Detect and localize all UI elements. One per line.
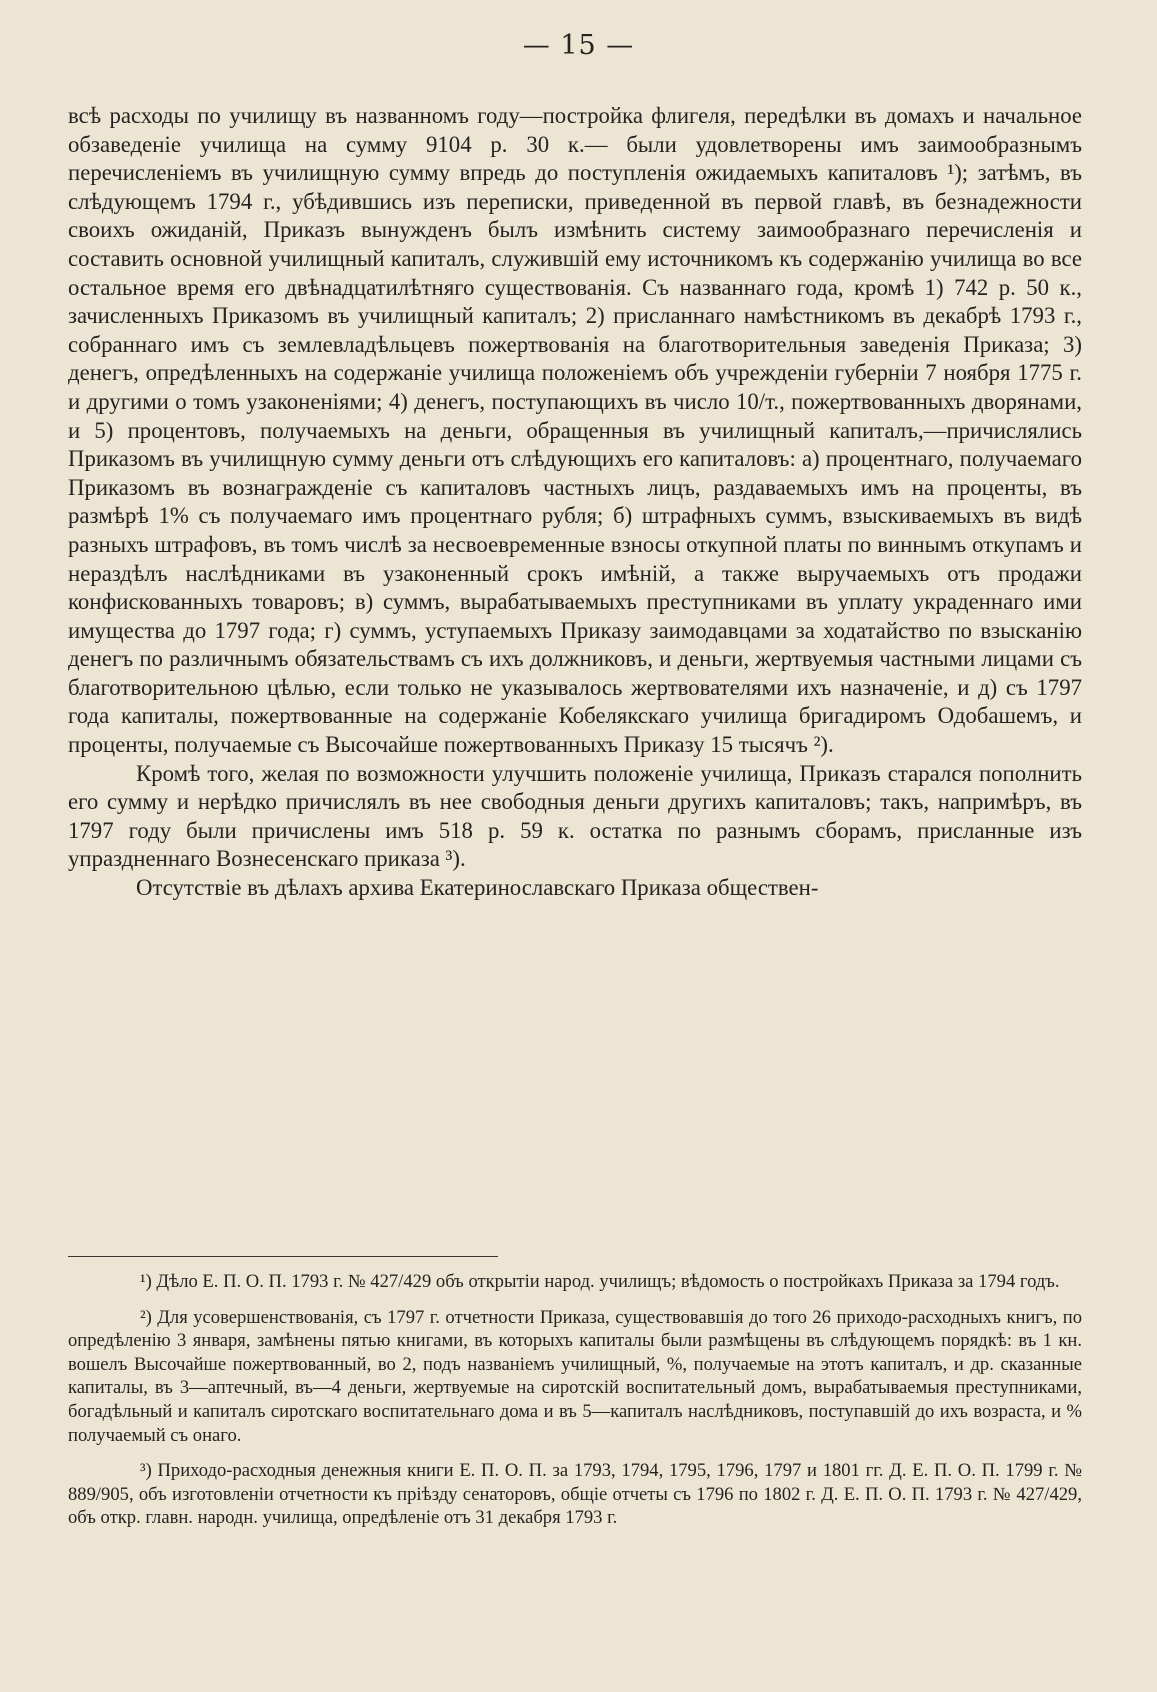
- main-text: [68, 102, 1082, 903]
- paragraph-2: Кромѣ того, желая по возможности улучшить положеніе училища, Приказъ старался пополнить его сумму и нерѣдко причислялъ въ нее свободныя деньги другихъ капиталовъ; такъ, напримѣръ, въ 1797 году были причислены имъ 518 р. 59 к. остатка по разнымъ сборамъ, присланные изъ упраздненнаго Вознесенскаго приказа ³).: [68, 760, 1082, 872]
- page-number: — 15 —: [522, 30, 635, 61]
- footnote-2: ²) Для усовершенствованія, съ 1797 г. отчетности Приказа, существовавшія до того 26 приходо-расходныхъ книгъ, по опредѣленію 3 января, замѣнены пятью книгами, въ которыхъ капиталы были размѣщены въ слѣдующемъ порядкѣ: въ 1 кн. вошелъ Высочайше пожертвованный, во 2, подъ названіемъ училищный, %, получаемые на этотъ капиталъ, и др. сказанные капиталы, въ 3—аптечный, въ—4 деньги, жертвуемые на сиротскій воспитательный домъ, вырабатываемыя преступниками, богадѣльный и капиталъ сиротскаго воспитательнаго дома и въ 5—капиталъ наслѣдниковъ, поступавшій до ихъ возраста, и % получаемый съ онаго.: [68, 1306, 1082, 1446]
- paragraph-3: Отсутствіе въ дѣлахъ архива Екатеринославскаго Приказа обществен-: [136, 875, 819, 901]
- paragraph-1: всѣ расходы по училищу въ названномъ году—постройка флигеля, передѣлки въ домахъ и начальное обзаведеніе училища на сумму 9104 р. 30 к.— были удовлетворены имъ заимообразнымъ перечисленіемъ въ училищную сумму впредь до поступленія ожидаемыхъ капиталовъ ¹); затѣмъ, въ слѣдующемъ 1794 г., убѣдившись изъ переписки, приведенной въ первой главѣ, въ безнадежности своихъ ожиданій, Приказъ вынужденъ былъ измѣнить систему заимообразнаго перечисленія и составить основной училищный капиталъ, служившій ему источникомъ къ содержанію училища во все остальное время его двѣнадцатилѣтняго существованія. Съ названнаго года, кромѣ 1) 742 р. 50 к., зачисленныхъ Приказомъ въ училищный капиталъ; 2) присланнаго намѣстникомъ въ декабрѣ 1793 г., собраннаго имъ съ землевладѣльцевъ пожертвованія на благотворительныя заведенія Приказа; 3) денегъ, опредѣленныхъ на содержаніе училища положеніемъ объ учрежденіи губерніи 7 ноября 1775 г. и другими о томъ узаконеніями; 4) денегъ, поступающихъ въ число 10/т., пожертвованныхъ дворянами, и 5) процентовъ, получаемыхъ на деньги, обращенныя въ училищный капиталъ,—причислялись Приказомъ въ училищную сумму деньги отъ слѣдующихъ его капиталовъ: а) процентнаго, получаемаго Приказомъ въ вознагражденіе съ капиталовъ частныхъ лицъ, раздаваемыхъ имъ на проценты, въ размѣрѣ 1% съ получаемаго имъ процентнаго рубля; б) штрафныхъ суммъ, взыскиваемыхъ въ видѣ разныхъ штрафовъ, въ томъ числѣ за несвоевременные взносы откупной платы по виннымъ откупамъ и нераздѣлъ наслѣдниками въ узаконенный срокъ имѣній, а также выручаемыхъ отъ продажи конфискованныхъ товаровъ; в) суммъ, вырабатываемыхъ преступниками въ уплату украденнаго ими имущества до 1797 года; г) суммъ, уступаемыхъ Приказу заимодавцами за ходатайство по взысканію денегъ по различнымъ обязательствамъ съ ихъ должниковъ, и деньги, жертвуемыя частными лицами съ благотворительною цѣлью, если только не указывалось жертвователями ихъ назначеніе, и д) съ 1797 года капиталы, пожертвованные на содержаніе Кобелякскаго училища бригадиромъ Одобашемъ, и проценты, получаемые съ Высочайше пожертвованныхъ Приказу 15 тысячъ ²).: [68, 103, 1082, 758]
- footnote-3: ³) Приходо-расходныя денежныя книги Е. П. О. П. за 1793, 1794, 1795, 1796, 1797 и 1801 гг. Д. Е. П. О. П. 1799 г. № 889/905, объ изготовленіи отчетности къ пріѣзду сенаторовъ, общіе отчеты съ 1796 по 1802 г. Д. Е. П. О. П. 1793 г. № 427/429, объ откр. главн. народн. училища, опредѣленіе отъ 31 декабря 1793 г.: [68, 1460, 1082, 1529]
- footnotes: [68, 1270, 1082, 1542]
- footnote-separator: [68, 1256, 498, 1257]
- footnote-1: ¹) Дѣло Е. П. О. П. 1793 г. № 427/429 объ открытіи народ. училищъ; вѣдомость о постройкахъ Приказа за 1794 годъ.: [140, 1271, 1060, 1292]
